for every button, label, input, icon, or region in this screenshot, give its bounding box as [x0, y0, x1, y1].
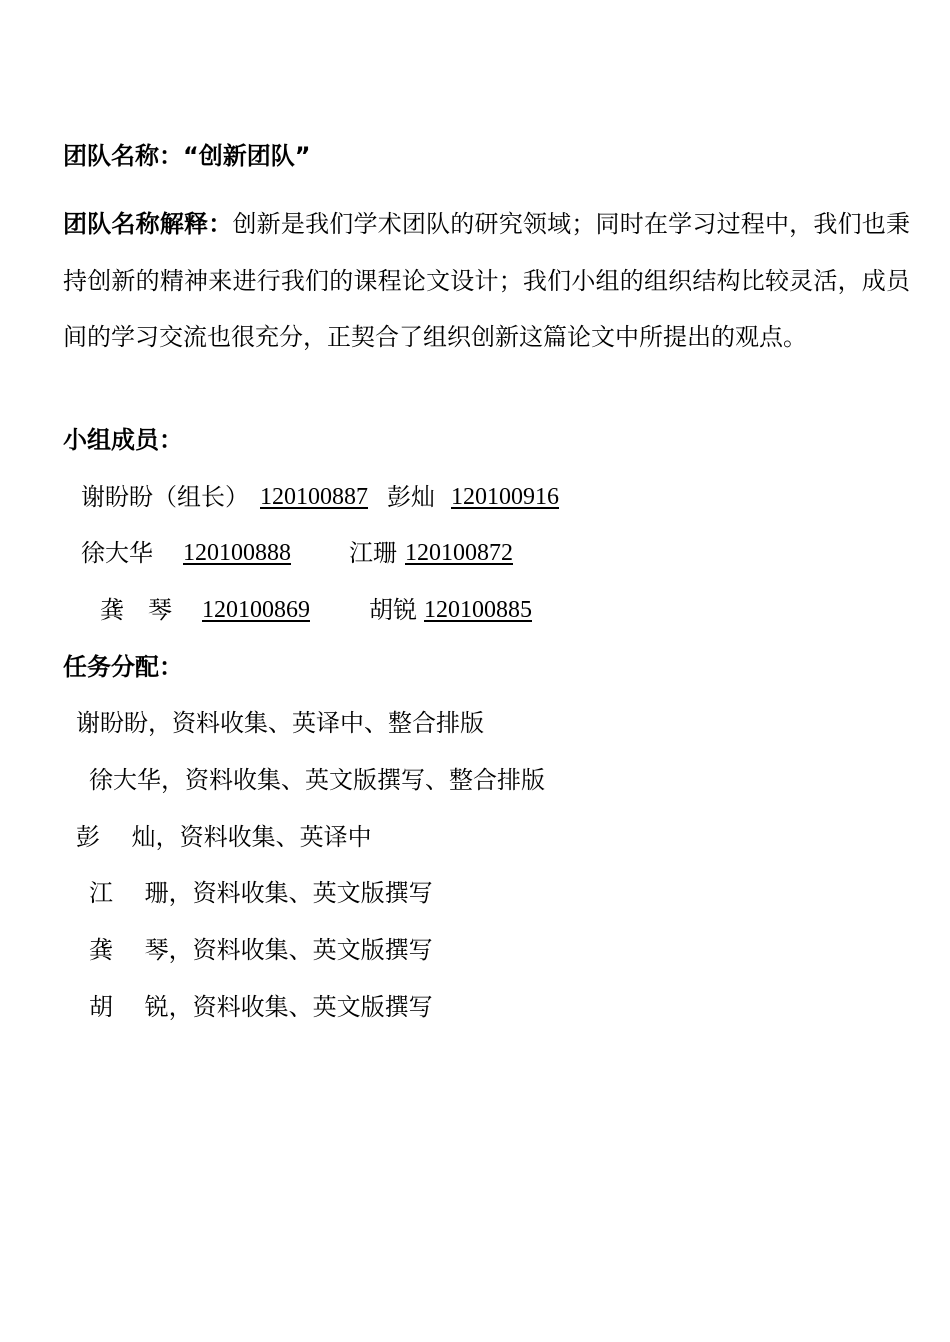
member-id: 120100887 [260, 484, 368, 510]
member-name: 谢盼盼（组长） [81, 483, 249, 511]
member-name: 胡锐 [369, 596, 417, 624]
member-id: 120100872 [405, 540, 513, 566]
member-name: 彭灿 [387, 483, 435, 511]
task-item: 谢盼盼，资料收集、英译中、整合排版 [76, 709, 484, 737]
member-name: 徐大华 [81, 539, 153, 567]
member-id: 120100885 [424, 597, 532, 623]
member-name: 龚 琴 [100, 596, 172, 624]
task-item: 徐大华，资料收集、英文版撰写、整合排版 [89, 766, 545, 794]
team-name-explanation [63, 196, 910, 366]
task-item: 彭 灿，资料收集、英译中 [76, 823, 372, 851]
member-name: 江珊 [349, 539, 397, 567]
member-id: 120100916 [451, 484, 559, 510]
task-item: 江 珊，资料收集、英文版撰写 [89, 879, 433, 907]
explanation-label: 团队名称解释： [63, 210, 233, 238]
member-id: 120100888 [183, 540, 291, 566]
members-heading: 小组成员： [63, 426, 183, 454]
tasks-heading: 任务分配： [63, 653, 183, 681]
team-name-label: 团队名称： [63, 142, 183, 170]
explanation-text: 创新是我们学术团队的研究领域；同时在学习过程中，我们也秉持创新的精神来进行我们的课程论文设计；我们小组的组织结构比较灵活，成员间的学习交流也很充分，正契合了组织创新这篇论文中所提出的观点。 [63, 210, 911, 352]
task-item: 龚 琴，资料收集、英文版撰写 [89, 936, 433, 964]
team-name-value: “创新团队” [183, 142, 311, 170]
member-id: 120100869 [202, 597, 310, 623]
task-item: 胡 锐，资料收集、英文版撰写 [89, 993, 433, 1021]
team-name-line [63, 140, 311, 172]
